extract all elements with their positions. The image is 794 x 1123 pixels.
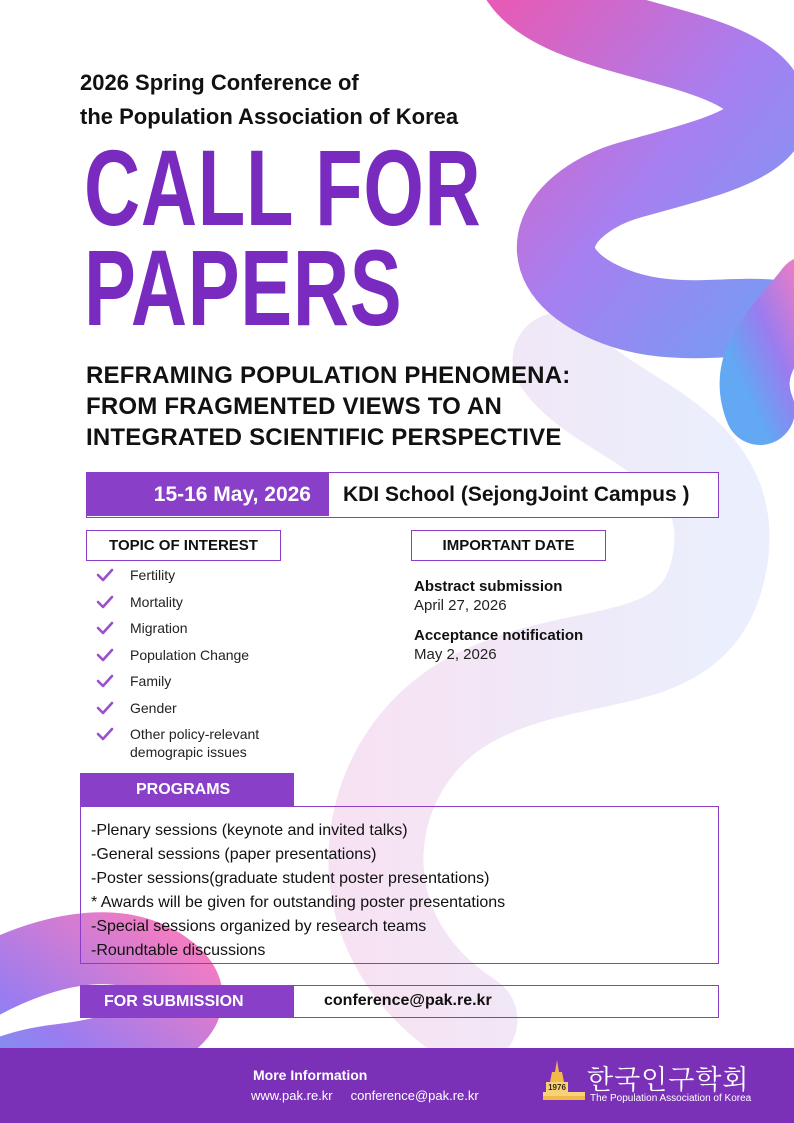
deadline-date: May 2, 2026 [414,646,497,663]
event-date: 15-16 May, 2026 [87,473,329,516]
list-item [96,646,259,673]
list-item [96,699,259,726]
topic-label: Population Change [130,646,250,663]
programs-box [80,806,719,964]
deadline-title: Acceptance notification [414,627,584,644]
list-item [96,672,259,699]
footer-email-link[interactable]: conference@pak.re.kr [350,1088,479,1103]
check-icon [96,647,114,663]
important-date-label: IMPORTANT DATE [411,530,606,561]
list-item [96,619,259,646]
website-link[interactable]: www.pak.re.kr [251,1088,333,1103]
program-line: -Poster sessions(graduate student poster presentations) [91,870,490,887]
theme-line-1: REFRAMING POPULATION PHENOMENA: [86,362,571,389]
check-icon [96,673,114,689]
program-line: -General sessions (paper presentations) [91,846,377,863]
association-logo-icon [543,1058,587,1106]
association-name-korean: 한국인구학회 [587,1065,750,1096]
event-venue: KDI School (SejongJoint Campus ) [343,483,690,506]
check-icon [96,700,114,716]
program-line: -Roundtable discussions [91,942,266,959]
conference-theme [86,360,570,453]
topics-list [96,566,259,765]
conference-subtitle [80,66,458,134]
topic-label: Gender [130,699,177,716]
headline-line-2: PAPERS [84,227,403,348]
deadline-date: April 27, 2026 [414,597,507,614]
date-venue-bar [86,472,719,518]
logo-year: 1976 [548,1083,566,1092]
topic-label: Other policy-relevant [130,726,260,742]
check-icon [96,726,114,742]
call-for-papers-headline [84,127,482,348]
check-icon [96,567,114,583]
submission-label: FOR SUBMISSION [80,985,294,1018]
topic-label: Family [130,673,172,689]
topic-label-continued: demograpic issues [130,744,247,760]
program-line: -Plenary sessions (keynote and invited talks) [91,822,408,839]
theme-line-2: FROM FRAGMENTED VIEWS TO AN [86,393,503,420]
program-line: * Awards will be given for outstanding poster presentations [91,894,506,911]
topics-label: TOPIC OF INTEREST [86,530,281,561]
check-icon [96,620,114,636]
subtitle-line-1: 2026 Spring Conference of [80,70,359,95]
topic-label: Mortality [130,593,183,610]
important-dates [414,577,583,675]
deadline-title: Abstract submission [414,578,563,595]
theme-line-3: INTEGRATED SCIENTIFIC PERSPECTIVE [86,424,562,451]
headline-line-1: CALL FOR [84,127,482,248]
footer-links [251,1088,497,1103]
topic-label: Migration [130,620,188,636]
list-item [96,725,259,765]
association-name-english: The Population Association of Korea [590,1093,752,1104]
more-information-heading: More Information [253,1067,368,1083]
list-item [96,566,259,593]
check-icon [96,594,114,610]
list-item [96,593,259,620]
submission-email[interactable]: conference@pak.re.kr [293,985,719,1018]
topic-label: Fertility [130,567,176,583]
program-line: -Special sessions organized by research teams [91,918,427,935]
subtitle-line-2: the Population Association of Korea [80,104,459,129]
programs-label: PROGRAMS [80,773,294,807]
